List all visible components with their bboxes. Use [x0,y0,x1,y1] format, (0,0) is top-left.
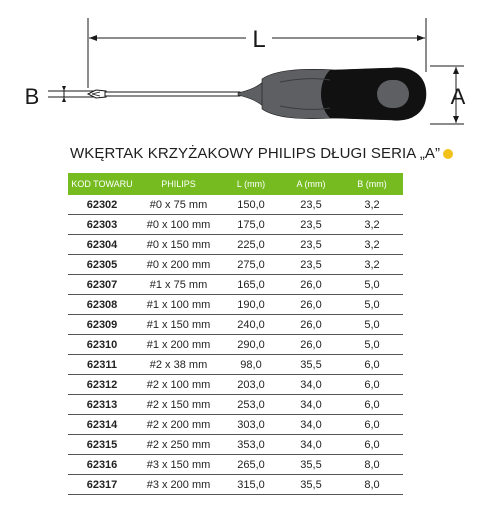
cell-tip-diameter: 6,0 [341,435,403,455]
handle-arrow-top [453,67,459,74]
table-row [68,355,403,375]
table-row [68,335,403,355]
cell-code: 62315 [68,435,136,455]
cell-philips: #2 x 100 mm [136,375,221,395]
table-row [68,435,403,455]
cell-tip-diameter: 3,2 [341,195,403,215]
cell-tip-diameter: 6,0 [341,375,403,395]
table-row [68,315,403,335]
cell-length: 253,0 [221,395,281,415]
tip-label: B [24,84,40,109]
header-handle-diameter: A (mm) [296,179,326,189]
cell-code: 62310 [68,335,136,355]
handle-grip [321,68,426,121]
table-row [68,475,403,495]
spec-table [68,173,403,495]
handle-grip-window [377,80,409,108]
cell-tip-diameter: 6,0 [341,415,403,435]
cell-code: 62316 [68,455,136,475]
table-row [68,195,403,215]
cell-length: 203,0 [221,375,281,395]
cell-tip-diameter: 8,0 [341,475,403,495]
cell-tip-diameter: 3,2 [341,215,403,235]
product-title-row [70,145,453,162]
cell-handle-diameter: 35,5 [281,455,341,475]
header-philips: PHILIPS [161,179,196,189]
cell-code: 62311 [68,355,136,375]
cell-philips: #2 x 38 mm [136,355,221,375]
cell-philips: #1 x 75 mm [136,275,221,295]
cell-length: 98,0 [221,355,281,375]
cell-handle-diameter: 34,0 [281,415,341,435]
cell-handle-diameter: 34,0 [281,435,341,455]
screwdriver [88,68,426,121]
cell-handle-diameter: 26,0 [281,315,341,335]
cell-length: 225,0 [221,235,281,255]
cell-code: 62317 [68,475,136,495]
cell-philips: #1 x 200 mm [136,335,221,355]
cell-length: 315,0 [221,475,281,495]
table-row [68,235,403,255]
cell-handle-diameter: 34,0 [281,375,341,395]
cell-tip-diameter: 6,0 [341,355,403,375]
cell-tip-diameter: 8,0 [341,455,403,475]
cell-handle-diameter: 26,0 [281,295,341,315]
cell-tip-diameter: 5,0 [341,295,403,315]
cell-length: 265,0 [221,455,281,475]
cell-handle-diameter: 23,5 [281,195,341,215]
cell-code: 62302 [68,195,136,215]
cell-tip-diameter: 5,0 [341,335,403,355]
screwdriver-drawing [0,0,484,140]
table-row [68,455,403,475]
shaft [105,92,240,96]
cell-code: 62304 [68,235,136,255]
length-label: L [252,26,266,53]
header-length: L (mm) [236,179,266,189]
cell-length: 190,0 [221,295,281,315]
cell-philips: #0 x 150 mm [136,235,221,255]
cell-length: 303,0 [221,415,281,435]
header-code: KOD TOWARU [71,179,133,189]
tip-arrow-bottom [62,97,66,102]
cell-philips: #1 x 150 mm [136,315,221,335]
cell-length: 275,0 [221,255,281,275]
cell-length: 150,0 [221,195,281,215]
table-row [68,375,403,395]
table-row [68,275,403,295]
handle-label: A [450,84,466,109]
accent-dot [443,149,453,159]
cell-length: 165,0 [221,275,281,295]
table-header-row [68,173,403,195]
handle-arrow-bottom [453,116,459,123]
cell-philips: #2 x 150 mm [136,395,221,415]
header-tip-diameter: B (mm) [357,179,387,189]
cell-length: 290,0 [221,335,281,355]
table-row [68,415,403,435]
length-arrow-left [89,35,97,41]
cell-philips: #1 x 100 mm [136,295,221,315]
table-row [68,255,403,275]
cell-philips: #3 x 150 mm [136,455,221,475]
product-title: WKĘRTAK KRZYŻAKOWY PHILIPS DŁUGI SERIA „A” [70,145,441,162]
handle-ferrule [238,80,265,108]
length-arrow-right [417,35,425,41]
cell-code: 62309 [68,315,136,335]
cell-handle-diameter: 35,5 [281,355,341,375]
cell-philips: #0 x 75 mm [136,195,221,215]
cell-code: 62305 [68,255,136,275]
cell-tip-diameter: 5,0 [341,275,403,295]
cell-handle-diameter: 23,5 [281,235,341,255]
cell-philips: #0 x 100 mm [136,215,221,235]
cell-tip-diameter: 6,0 [341,395,403,415]
cell-philips: #2 x 200 mm [136,415,221,435]
table-row [68,395,403,415]
cell-code: 62314 [68,415,136,435]
cell-code: 62307 [68,275,136,295]
cell-length: 175,0 [221,215,281,235]
cell-handle-diameter: 26,0 [281,275,341,295]
table-body [68,195,403,495]
cell-handle-diameter: 23,5 [281,215,341,235]
cell-tip-diameter: 3,2 [341,235,403,255]
tip-arrow-top [62,86,66,91]
table-row [68,215,403,235]
cell-length: 353,0 [221,435,281,455]
cell-code: 62313 [68,395,136,415]
cell-handle-diameter: 35,5 [281,475,341,495]
cell-handle-diameter: 26,0 [281,335,341,355]
cell-handle-diameter: 23,5 [281,255,341,275]
cell-philips: #2 x 250 mm [136,435,221,455]
cell-handle-diameter: 34,0 [281,395,341,415]
cell-code: 62303 [68,215,136,235]
cell-code: 62312 [68,375,136,395]
cell-length: 240,0 [221,315,281,335]
cell-code: 62308 [68,295,136,315]
cell-tip-diameter: 5,0 [341,315,403,335]
cell-philips: #3 x 200 mm [136,475,221,495]
cell-tip-diameter: 3,2 [341,255,403,275]
table-row [68,295,403,315]
cell-philips: #0 x 200 mm [136,255,221,275]
